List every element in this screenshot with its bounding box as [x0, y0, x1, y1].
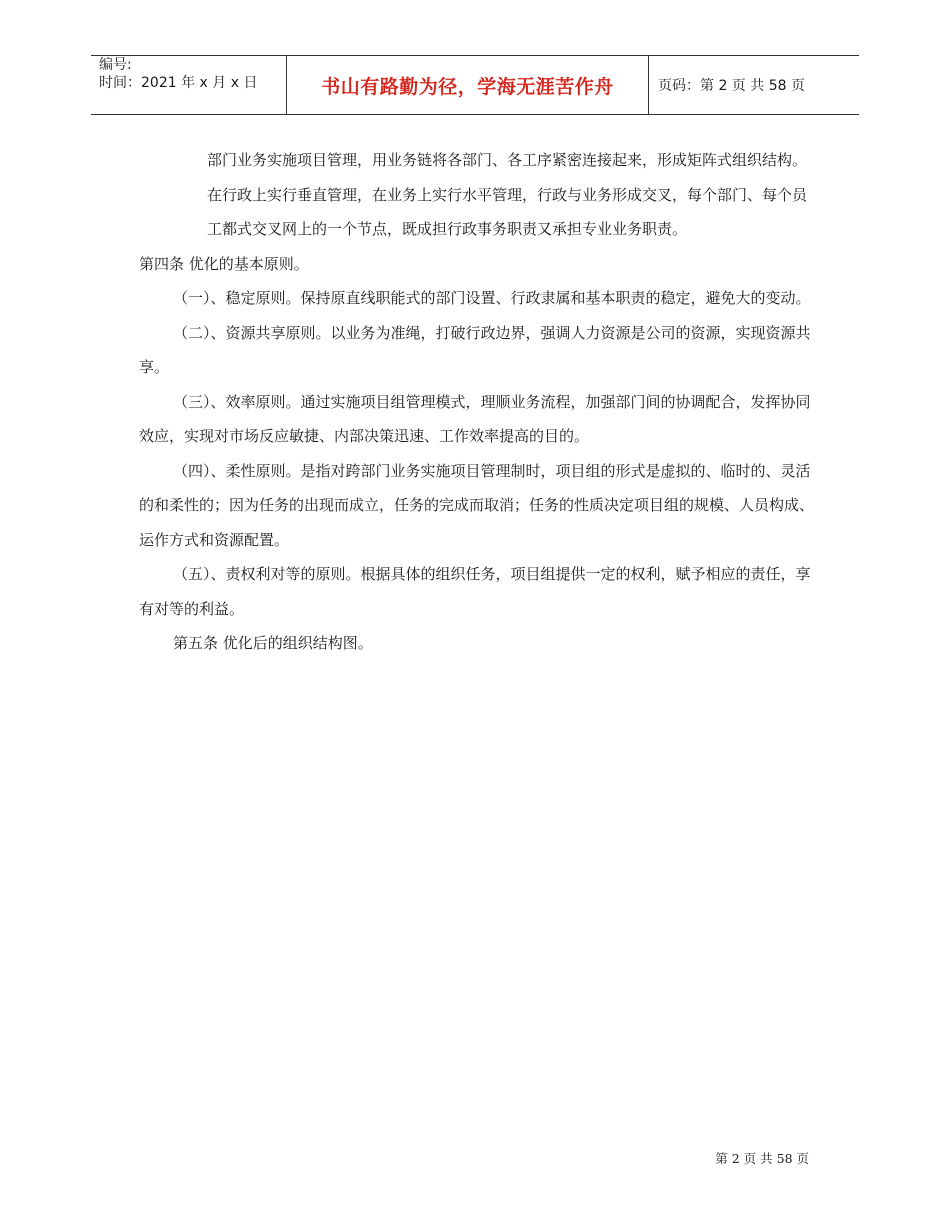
- header-divider: [648, 56, 649, 114]
- principle-accountability: （五）、责权利对等的原则。根据具体的组织任务，项目组提供一定的权利，赋予相应的责任，享有对等的利益。: [139, 565, 811, 618]
- article-5-heading: 第五条 优化后的组织结构图。: [173, 634, 373, 652]
- document-code-label: 编号:: [99, 57, 132, 73]
- header-page-number: 页码：第 2 页 共 58 页: [658, 78, 805, 94]
- principle-efficiency: （三）、效率原则。通过实施项目组管理模式，理顺业务流程，加强部门间的协调配合，发挥协同效应，实现对市场反应敏捷、内部决策迅速、工作效率提高的目的。: [139, 392, 811, 445]
- article-4-heading: 第四条 优化的基本原则。: [139, 254, 309, 273]
- header-motto: 书山有路勤为径，学海无涯苦作舟: [321, 75, 614, 98]
- principle-flexibility: （四）、柔性原则。是指对跨部门业务实施项目管理制时，项目组的形式是虚拟的、临时的、灵活的和柔性的；因为任务的出现而成立，任务的完成而取消；任务的性质决定项目组的规模、人员构成、运作方式和资源配置。: [139, 461, 815, 549]
- principle-stability: （一）、稳定原则。保持原直线职能式的部门设置、行政隶属和基本职责的稳定，避免大的变动。: [173, 289, 811, 307]
- document-body: [139, 143, 815, 661]
- intro-paragraph: 部门业务实施项目管理，用业务链将各部门、各工序紧密连接起来，形成矩阵式组织结构。在行政上实行垂直管理，在业务上实行水平管理，行政与业务形成交叉，每个部门、每个员工都式交叉网上的一个节点，既成担行政事务职责又承担专业业务职责。: [207, 151, 808, 238]
- principle-resource-sharing: （二）、资源共享原则。以业务为准绳，打破行政边界，强调人力资源是公司的资源，实现资源共享。: [139, 323, 811, 376]
- header-meta: [99, 56, 284, 114]
- page-footer: 第 2 页 共 58 页: [715, 1151, 809, 1166]
- document-time-label: 时间：2021 年 x 月 x 日: [99, 75, 258, 91]
- page-header: [91, 55, 859, 115]
